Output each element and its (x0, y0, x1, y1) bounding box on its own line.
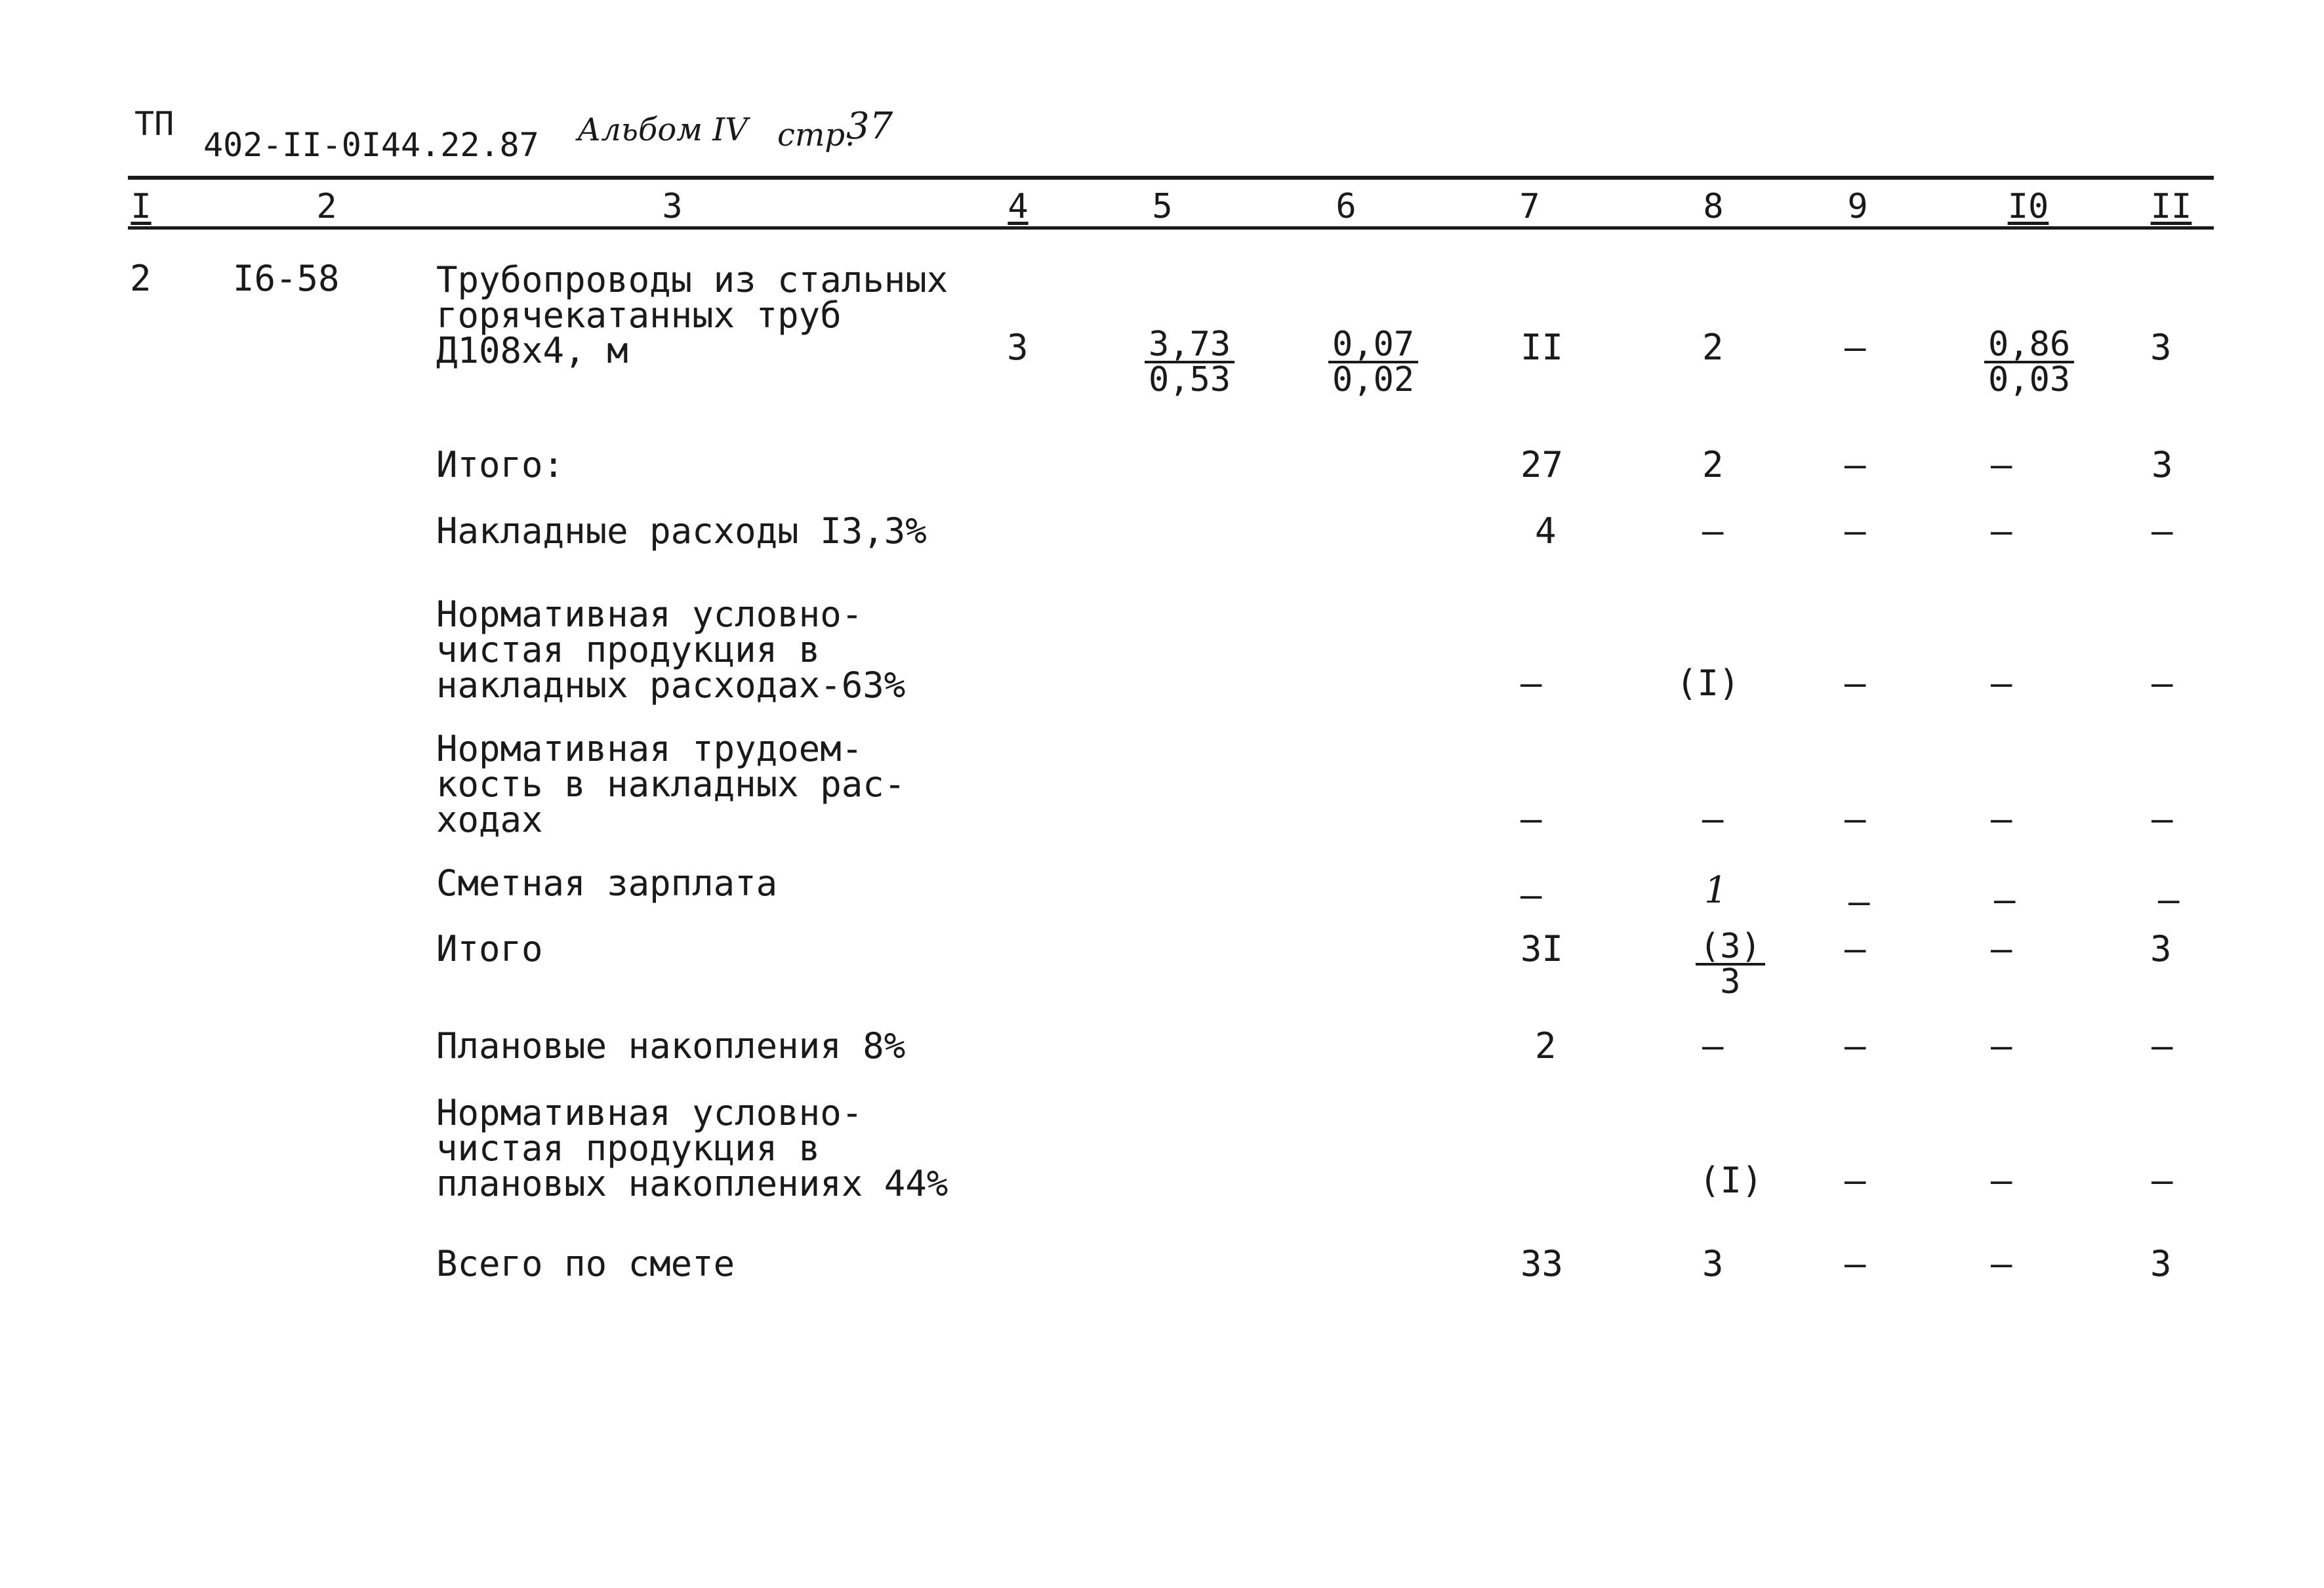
summary-c7: 27 (1520, 444, 1564, 485)
summary-c10: – (1991, 662, 2012, 704)
summary-label: Итого (436, 928, 543, 969)
summary-c7: 4 (1535, 510, 1557, 552)
col-num-5: 5 (1152, 187, 1173, 226)
summary-c7: 3I (1520, 928, 1564, 969)
summary-c9: – (1845, 1243, 1866, 1284)
main-c4: 3 (1007, 327, 1029, 368)
summary-c11: 3 (2150, 928, 2172, 969)
summary-label: Плановые накопления 8% (436, 1025, 906, 1067)
summary-c8: 3 (1702, 1243, 1724, 1284)
summary-c9: – (1848, 881, 1870, 922)
doc-type-label: ТП (134, 105, 174, 143)
summary-c11: – (2151, 1025, 2173, 1067)
summary-c10: – (1991, 798, 2012, 840)
summary-c11: – (2151, 510, 2173, 552)
summary-c11: 3 (2150, 1243, 2172, 1284)
col-num-9: 9 (1847, 187, 1868, 226)
col-num-11: II (2150, 187, 2192, 226)
album-label: Альбом IV (577, 112, 748, 148)
summary-c8: (I) (1699, 1160, 1763, 1201)
summary-c10: – (1991, 444, 2012, 485)
summary-c10: – (1994, 879, 2016, 920)
summary-c11: – (2151, 798, 2173, 840)
summary-c11: – (2151, 662, 2173, 704)
main-c5-num: 3,73 (1145, 328, 1234, 363)
main-c6-fraction (1328, 325, 1418, 399)
summary-c11: – (2158, 879, 2180, 920)
rate-code: I6-58 (233, 258, 340, 299)
summary-c9: – (1845, 662, 1866, 704)
main-c10-num: 0,86 (1984, 328, 2074, 363)
main-c5-fraction (1145, 325, 1234, 399)
page-number: 37 (846, 105, 893, 148)
col-num-7: 7 (1519, 187, 1540, 226)
page-label: стр. (777, 117, 855, 153)
item-description: Трубопроводы из стальных горячекатанных труб Д108х4, м (436, 259, 948, 371)
summary-c7: 33 (1520, 1243, 1564, 1284)
summary-c8: 2 (1702, 444, 1724, 485)
summary-label: Всего по смете (436, 1243, 735, 1284)
row-number: 2 (130, 258, 152, 299)
summary-label: Нормативная условно- чистая продукция в плановых накоплениях 44% (436, 1092, 948, 1204)
main-c8: 2 (1702, 327, 1724, 368)
summary-c11: 3 (2151, 444, 2173, 485)
summary-c9: – (1845, 928, 1866, 969)
summary-label: Нормативная трудоем- кость в накладных рас- ходах (436, 728, 906, 840)
summary-label: Накладные расходы I3,3% (436, 510, 927, 552)
summary-label: Сметная зарплата (436, 863, 778, 904)
col-num-8: 8 (1703, 187, 1724, 226)
top-rule (128, 176, 2214, 180)
summary-c9: – (1845, 1160, 1866, 1201)
main-c5-den: 0,53 (1149, 360, 1231, 399)
summary-c8: – (1702, 798, 1724, 840)
summary-c8-num: (3) (1696, 930, 1765, 966)
col-num-4: 4 (1008, 187, 1029, 226)
summary-c9: – (1845, 510, 1866, 552)
summary-c10: – (1991, 1025, 2012, 1067)
summary-label: Нормативная условно- чистая продукция в накладных расходах-63% (436, 594, 906, 706)
summary-c8: – (1702, 1025, 1724, 1067)
summary-label: Итого: (436, 444, 565, 485)
main-c10-den: 0,03 (1988, 360, 2071, 399)
summary-c10: – (1991, 1160, 2012, 1201)
doc-code: 402-II-0I44.22.87 (203, 126, 539, 164)
main-c6-den: 0,02 (1332, 360, 1415, 399)
summary-c8-den: 3 (1720, 962, 1741, 1002)
summary-c8: (I) (1676, 662, 1740, 704)
col-num-2: 2 (316, 187, 337, 226)
col-num-3: 3 (662, 187, 683, 226)
main-c7: II (1520, 327, 1564, 368)
summary-c11: – (2151, 1160, 2173, 1201)
main-c10-fraction (1984, 325, 2074, 399)
summary-c7: 2 (1535, 1025, 1557, 1067)
summary-c8-fraction (1696, 927, 1765, 1002)
summary-c9: – (1845, 444, 1866, 485)
main-c11: 3 (2150, 327, 2172, 368)
col-num-10: I0 (2007, 187, 2049, 226)
summary-c8-handwritten: 1 (1704, 869, 1728, 912)
summary-c7: – (1520, 662, 1542, 704)
summary-c10: – (1991, 510, 2012, 552)
col-num-6: 6 (1335, 187, 1356, 226)
summary-c7: – (1520, 798, 1542, 840)
summary-c10: – (1991, 928, 2012, 969)
summary-c9: – (1845, 798, 1866, 840)
main-c9: – (1845, 327, 1866, 368)
summary-c10: – (1991, 1243, 2012, 1284)
summary-c8: – (1702, 510, 1724, 552)
main-c6-num: 0,07 (1328, 328, 1418, 363)
header-bottom-rule (128, 226, 2214, 230)
summary-c7: – (1520, 874, 1542, 916)
summary-c9: – (1845, 1025, 1866, 1067)
col-num-1: I (131, 187, 152, 226)
